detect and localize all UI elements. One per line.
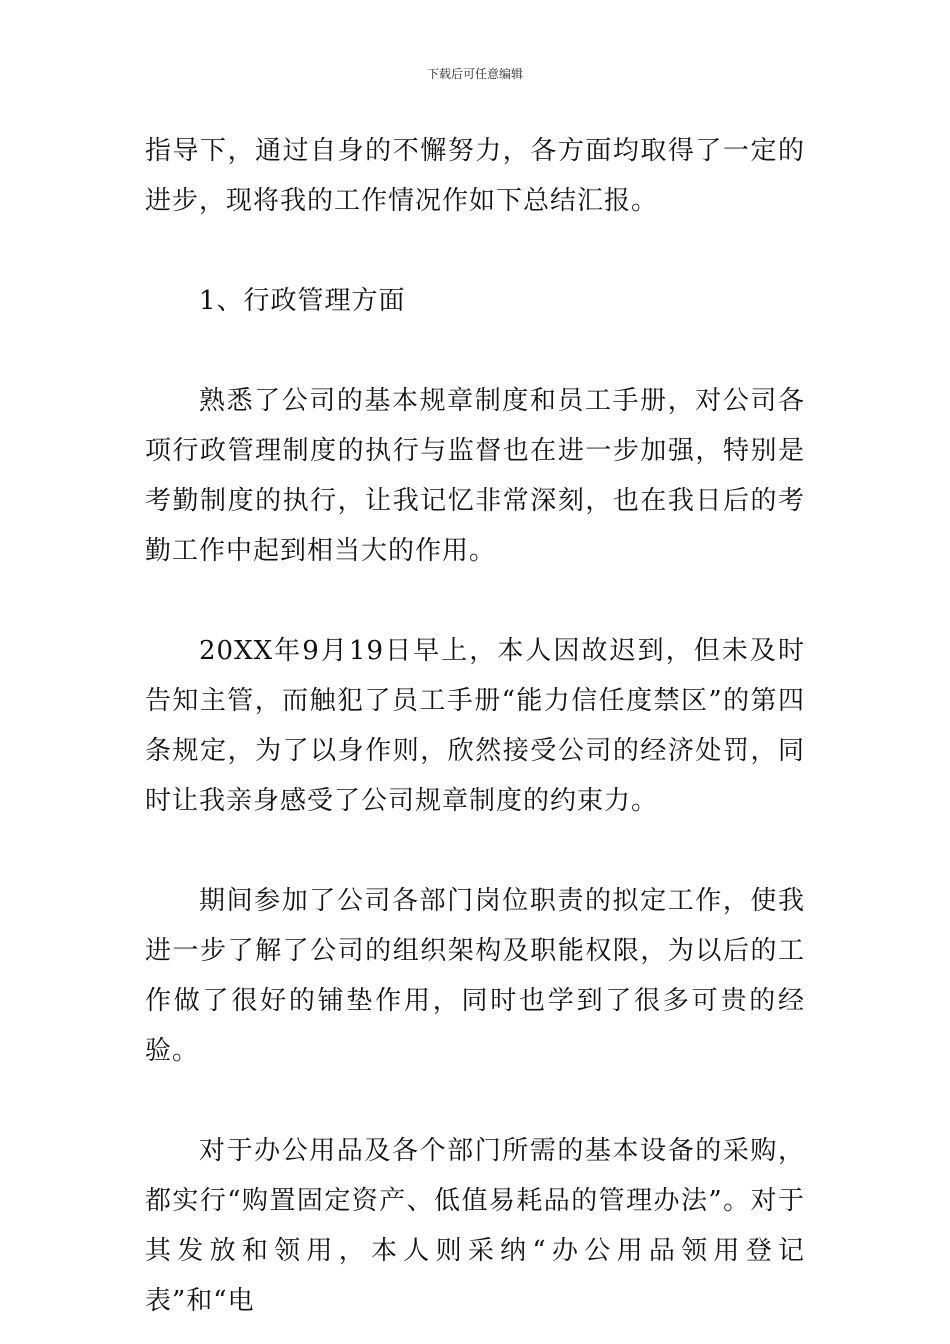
paragraph-procurement: 对于办公用品及各个部门所需的基本设备的采购，都实行“购置固定资产、低值易耗品的管理办法”。对于其发放和领用，本人则采纳“办公用品领用登记表”和“电	[145, 1136, 805, 1316]
paragraph-duties: 期间参加了公司各部门岗位职责的拟定工作，使我进一步了解了公司的组织架构及职能权限，为以后的工作做了很好的铺垫作用，同时也学到了很多可贵的经验。	[145, 886, 805, 1066]
paragraph-continuation: 指导下，通过自身的不懈努力，各方面均取得了一定的进步，现将我的工作情况作如下总结汇报。	[145, 136, 805, 216]
header-note: 下载后可任意编辑	[426, 67, 523, 81]
section-heading: 1、行政管理方面	[199, 286, 406, 316]
paragraph-rules: 熟悉了公司的基本规章制度和员工手册，对公司各项行政管理制度的执行与监督也在进一步加强，特别是考勤制度的执行，让我记忆非常深刻，也在我日后的考勤工作中起到相当大的作用。	[145, 386, 805, 566]
document-body	[145, 126, 805, 1326]
paragraph-lateness: 20XX年9月19日早上，本人因故迟到，但未及时告知主管，而触犯了员工手册“能力信任度禁区”的第四条规定，为了以身作则，欣然接受公司的经济处罚，同时让我亲身感受了公司规章制度的约束力。	[145, 636, 805, 816]
